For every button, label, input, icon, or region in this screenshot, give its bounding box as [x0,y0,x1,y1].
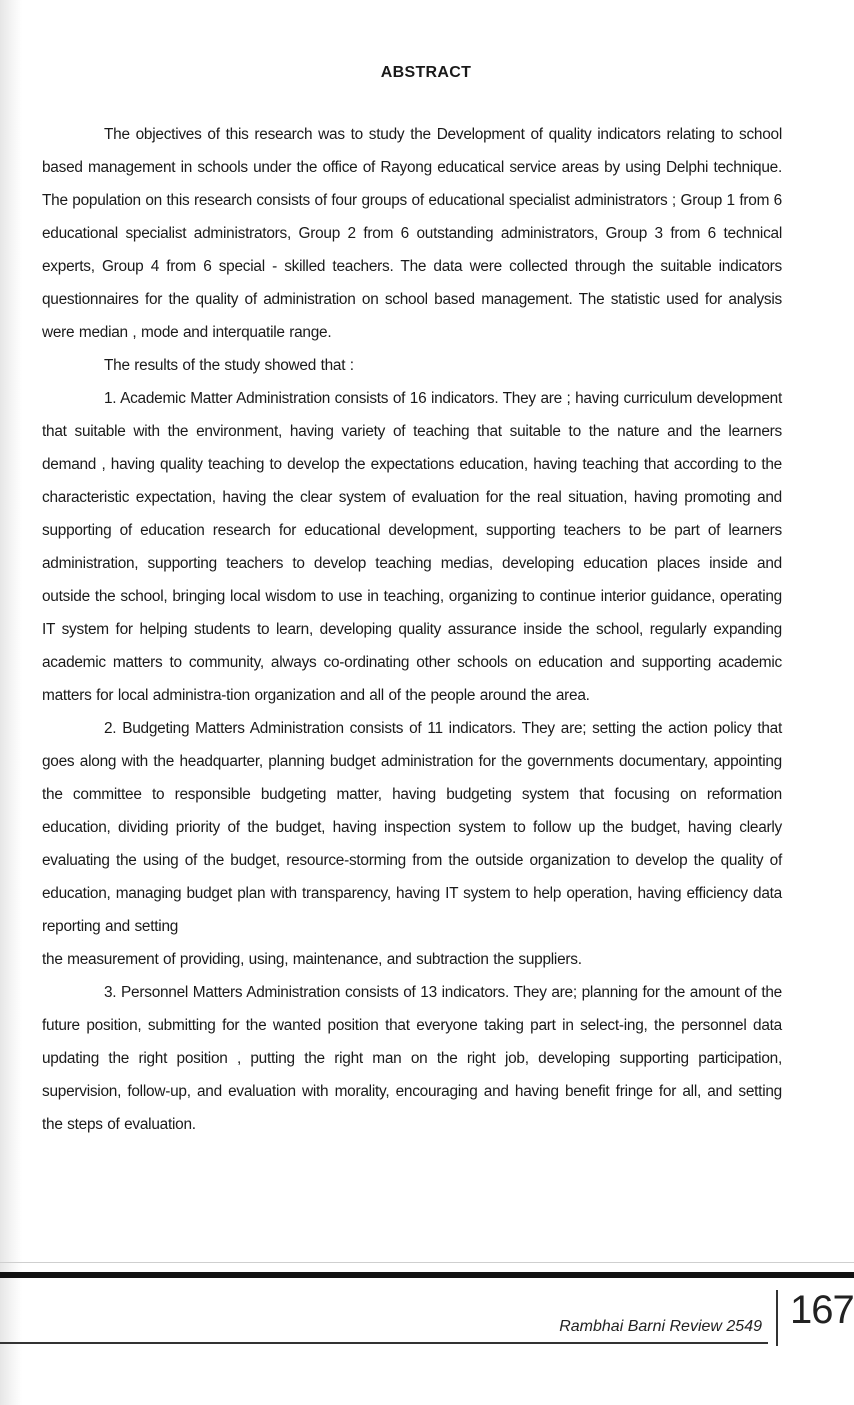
footer-thin-rule [0,1262,854,1263]
abstract-heading: ABSTRACT [380,64,472,81]
page-number: 167 [790,1288,854,1332]
abstract-paragraph-budgeting-matters: 2. Budgeting Matters Administration consists of 11 indicators. They are; setting the action policy that goes along with the headquarter, planning budget administration for the governments documentary, appointing the committee to responsible budgeting matter, having budgeting system that focusing on reformation education, dividing priority of the budget, having inspection system to follow up the budget, having clearly evaluating the using of the budget, resource-storming from the outside organization to develop the quality of education, managing budget plan with transparency, having IT system to help operation, having efficiency data reporting and setting [42,720,782,935]
abstract-page [42,64,782,1141]
abstract-paragraph-objectives: The objectives of this research was to study the Development of quality indicators relating to school based management in schools under the office of Rayong educatical service areas by using Delphi technique. The population on this research consists of four groups of educational specialist administrators ; Group 1 from 6 educational specialist administrators, Group 2 from 6 outstanding administrators, Group 3 from 6 technical experts, Group 4 from 6 special - skilled teachers. The data were collected through the suitable indicators questionnaires for the quality of administration on school based management. The statistic used for analysis were median , mode and interquatile range. [42,126,782,341]
abstract-paragraph-results-intro: The results of the study showed that : [104,357,354,374]
footer-thick-rule [0,1272,854,1278]
scan-edge-shadow [0,0,22,1405]
footer-underline [0,1342,768,1344]
footer-vertical-divider [776,1290,778,1346]
journal-name: Rambhai Barni Review 2549 [559,1318,762,1335]
abstract-paragraph-budgeting-continuation: the measurement of providing, using, maintenance, and subtraction the suppliers. [42,951,582,968]
abstract-paragraph-personnel-matters: 3. Personnel Matters Administration consists of 13 indicators. They are; planning for the amount of the future position, submitting for the wanted position that everyone taking part in select-ing, the personnel data updating the right position , putting the right man on the right job, developing supporting participation, supervision, follow-up, and evaluation with morality, encouraging and having benefit fringe for all, and setting the steps of evaluation. [42,984,782,1133]
abstract-paragraph-academic-matters: 1. Academic Matter Administration consists of 16 indicators. They are ; having curriculum development that suitable with the environment, having variety of teaching that suitable to the nature and the learners demand , having quality teaching to develop the expectations education, having teaching that according to the characteristic expectation, having the clear system of evaluation for the real situation, having promoting and supporting of education research for educational development, supporting teachers to be part of learners administration, supporting teachers to develop teaching medias, developing education places inside and outside the school, bringing local wisdom to use in teaching, organizing to continue interior guidance, operating IT system for helping students to learn, developing quality assurance inside the school, regularly expanding academic matters to community, always co-ordinating other schools on education and supporting academic matters for local administra-tion organization and all of the people around the area. [42,390,782,704]
